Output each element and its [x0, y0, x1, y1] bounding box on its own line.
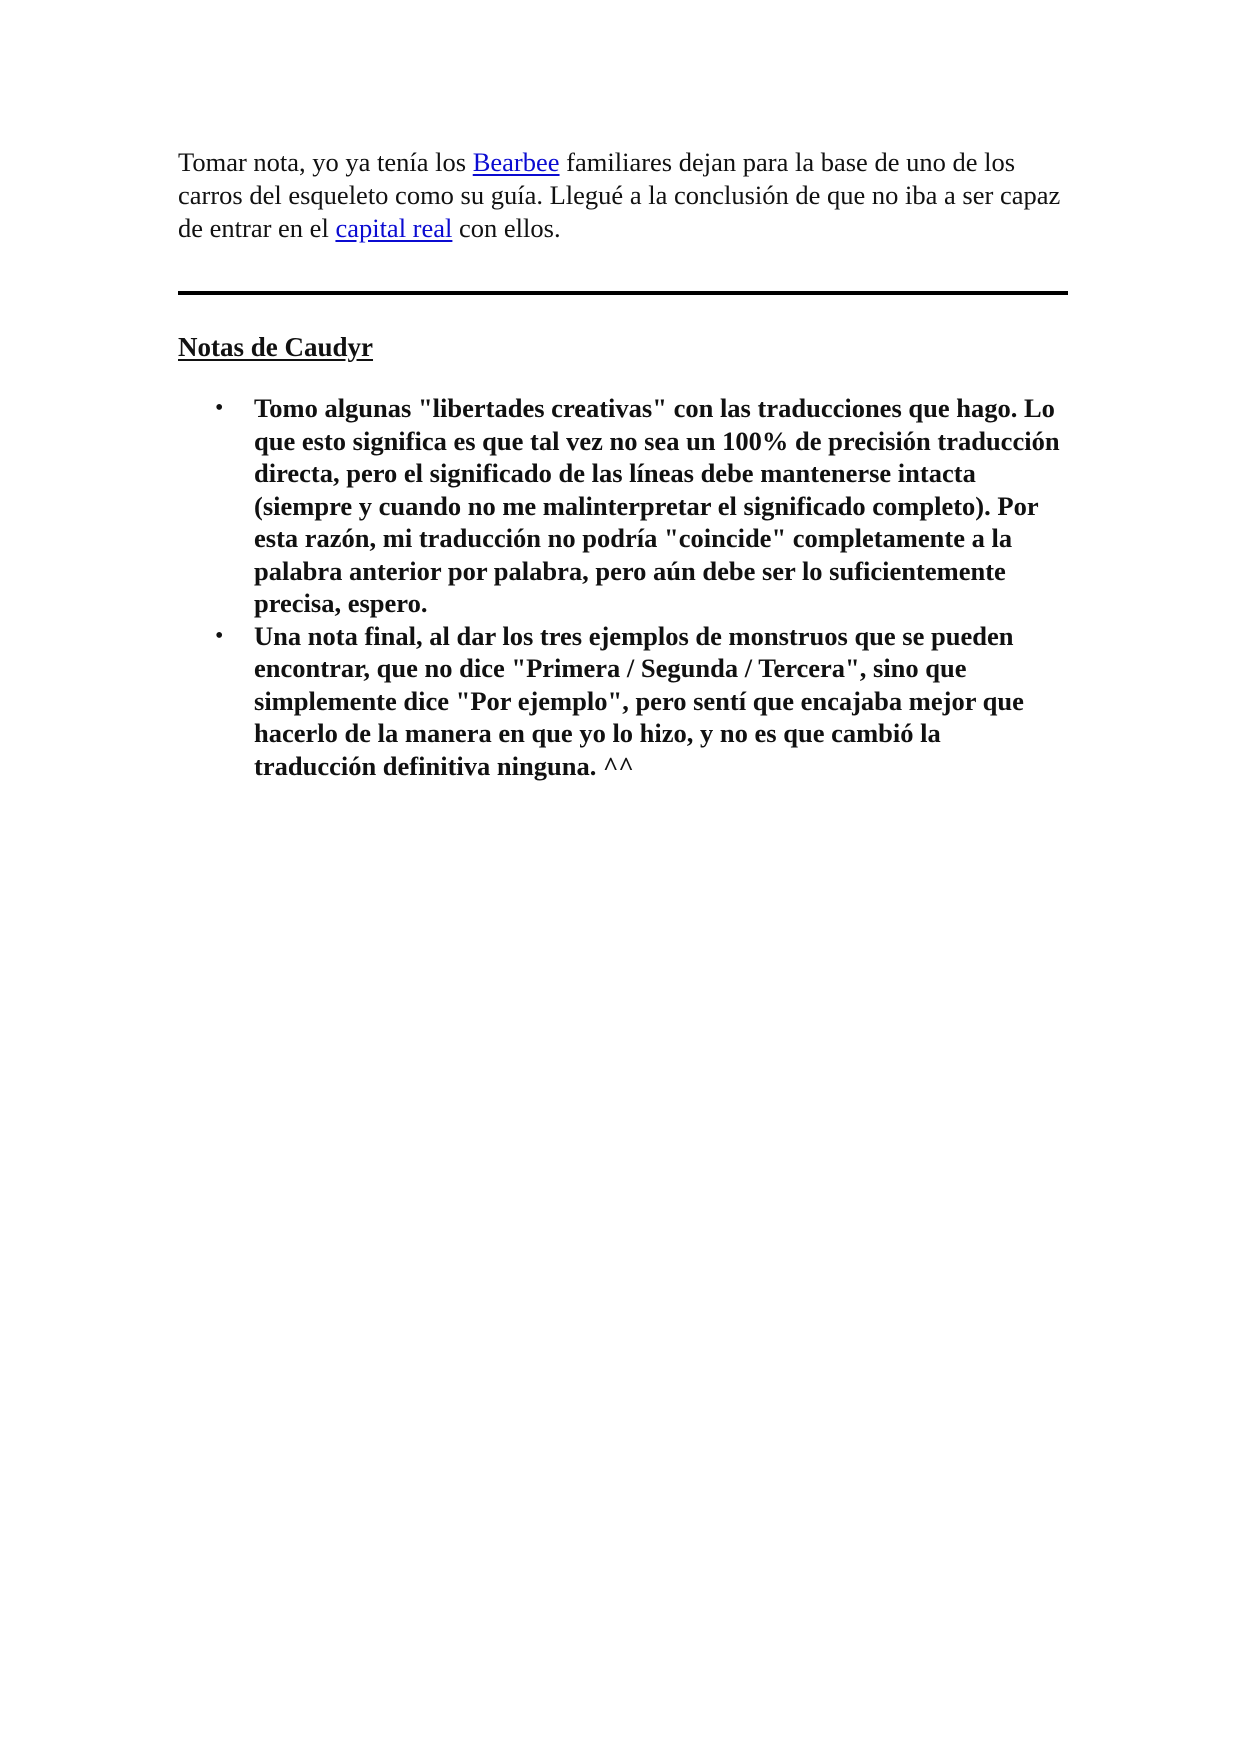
intro-text-end: con ellos. [452, 213, 561, 243]
intro-text-middle: familiares dejan para la base de uno de los carros del esqueleto como su guía. Llegué a la conclusión de que no iba a ser capaz de entrar en el [178, 147, 1061, 243]
note-text: Tomo algunas "libertades creativas" con las traducciones que hago. Lo que esto significa es que tal vez no sea un 100% de precisión traducción directa, pero el significado de las líneas debe mantenerse intacta (siempre y cuando no me malinterpretar el significado completo). Por esta razón, mi traducción no podría "coincide" completamente a la palabra anterior por palabra, pero aún debe ser lo suficientemente precisa, espero. [254, 393, 1060, 618]
bearbee-link[interactable]: Bearbee [472, 147, 560, 177]
bullet-icon: • [215, 395, 224, 421]
document-page [178, 146, 1068, 782]
note-text: Una nota final, al dar los tres ejemplos de monstruos que se pueden encontrar, que no dice "Primera / Segunda / Tercera", sino que simplemente dice "Por ejemplo", pero sentí que encajaba mejor que hacerlo de la manera en que yo lo hizo, y no es que cambió la traducción definitiva ninguna. ^^ [254, 620, 1024, 781]
note-item [178, 620, 1068, 783]
notes-heading: Notas de Caudyr [178, 332, 374, 362]
intro-text-start: Tomar nota, yo ya tenía los [178, 147, 473, 177]
bullet-icon: • [215, 622, 224, 649]
notes-list [178, 392, 1068, 782]
intro-paragraph [178, 146, 1068, 245]
note-item [178, 392, 1068, 620]
horizontal-divider [178, 291, 1068, 295]
capital-real-link[interactable]: capital real [335, 213, 453, 243]
